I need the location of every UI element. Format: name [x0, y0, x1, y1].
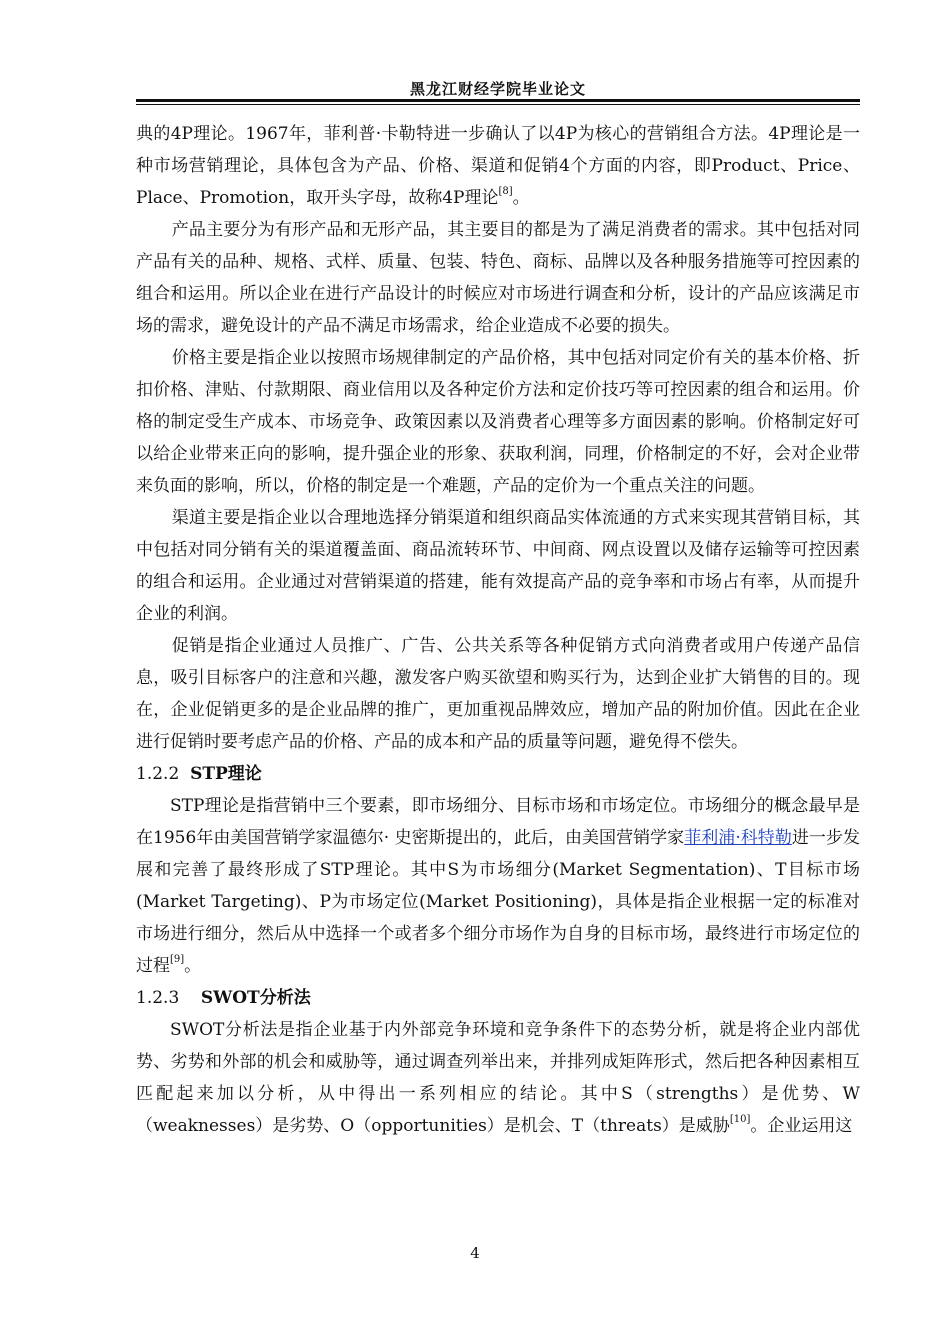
- paragraph-end: 。: [184, 956, 202, 976]
- paragraph-stp: [136, 790, 860, 982]
- paragraph-promotion: 促销是指企业通过人员推广、广告、公共关系等各种促销方式向消费者或用户传递产品信息，吸引目标客户的注意和兴趣，激发客户购买欲望和购买行为，达到企业扩大销售的目的。现在，企业促销更多的是企业品牌的推广，更加重视品牌效应，增加产品的附加价值。因此在企业进行促销时要考虑产品的价格、产品的成本和产品的质量等问题，避免得不偿失。: [136, 636, 860, 752]
- document-body: [136, 118, 860, 1142]
- header-rule-thick: [136, 99, 860, 102]
- section-title: STP理论: [190, 764, 262, 784]
- paragraph-product: 产品主要分为有形产品和无形产品，其主要目的都是为了满足消费者的需求。其中包括对同产品有关的品种、规格、式样、质量、包装、特色、商标、品牌以及各种服务措施等可控因素的组合和运用。所以企业在进行产品设计的时候应对市场进行调查和分析，设计的产品应该满足市场的需求，避免设计的产品不满足市场需求，给企业造成不必要的损失。: [136, 220, 860, 336]
- paragraph-text: SWOT分析法是指企业基于内外部竞争环境和竞争条件下的态势分析，就是将企业内部优势、劣势和外部的机会和威胁等，通过调查列举出来，并排列成矩阵形式，然后把各种因素相互匹配起来加以分析，从中得出一系列相应的结论。其中S（strengths）是优势、W（weaknesses）是劣势、O（opportunities）是机会、T（threats）是威胁: [136, 1020, 860, 1136]
- paragraph-text: STP理论是指营销中三个要素，即市场细分、目标市场和市场定位。市场细分的概念最早是在1956年由美国营销学家温德尔· 史密斯提出的，此后，由美国营销学家: [136, 796, 860, 848]
- paragraph-text: 进一步发展和完善了最终形成了STP理论。其中S为市场细分(Market Segmentation)、T目标市场(Market Targeting)、P为市场定位(Market Positioning)，具体是指企业根据一定的标准对市场进行细分，然后从中选择一个或者多个细分市场作为自身的目标市场，最终进行市场定位的过程: [136, 828, 861, 976]
- page-number: 4: [470, 1244, 480, 1262]
- section-number: 1.2.3: [136, 988, 201, 1008]
- paragraph-text: 典的4P理论。1967年，菲利普·卡勒特进一步确认了以4P为核心的营销组合方法。4P理论是一种市场营销理论，具体包含为产品、价格、渠道和促销4个方面的内容，即Product、Price、Place、Promotion，取开头字母，故称4P理论: [136, 124, 860, 208]
- header-rule-thin: [136, 104, 860, 105]
- page-header-title: 黑龙江财经学院毕业论文: [409, 80, 586, 98]
- kotler-link[interactable]: 菲利浦·科特勒: [684, 828, 792, 848]
- section-title: SWOT分析法: [200, 988, 311, 1008]
- section-number: 1.2.2: [136, 764, 191, 784]
- paragraph-price: 价格主要是指企业以按照市场规律制定的产品价格，其中包括对同定价有关的基本价格、折扣价格、津贴、付款期限、商业信用以及各种定价方法和定价技巧等可控因素的组合和运用。价格的制定受生产成本、市场竞争、政策因素以及消费者心理等多方面因素的影响。价格制定好可以给企业带来正向的影响，提升强企业的形象、获取利润，同理，价格制定的不好，会对企业带来负面的影响，所以，价格的制定是一个难题，产品的定价为一个重点关注的问题。: [136, 348, 860, 496]
- paragraph-swot: [136, 1014, 860, 1142]
- paragraph-end: 。: [512, 188, 530, 208]
- paragraph-place: 渠道主要是指企业以合理地选择分销渠道和组织商品实体流通的方式来实现其营销目标，其中包括对同分销有关的渠道覆盖面、商品流转环节、中间商、网点设置以及储存运输等可控因素的组合和运用。企业通过对营销渠道的搭建，能有效提高产品的竞争率和市场占有率，从而提升企业的利润。: [136, 508, 860, 624]
- paragraph-4p-theory: [136, 118, 860, 214]
- section-heading-stp: [136, 758, 860, 790]
- citation-ref: [10]: [729, 1114, 751, 1126]
- citation-ref: [9]: [170, 954, 185, 966]
- paragraph-text: 。企业运用这: [750, 1116, 853, 1136]
- section-heading-swot: [136, 982, 860, 1014]
- citation-ref: [8]: [498, 186, 513, 198]
